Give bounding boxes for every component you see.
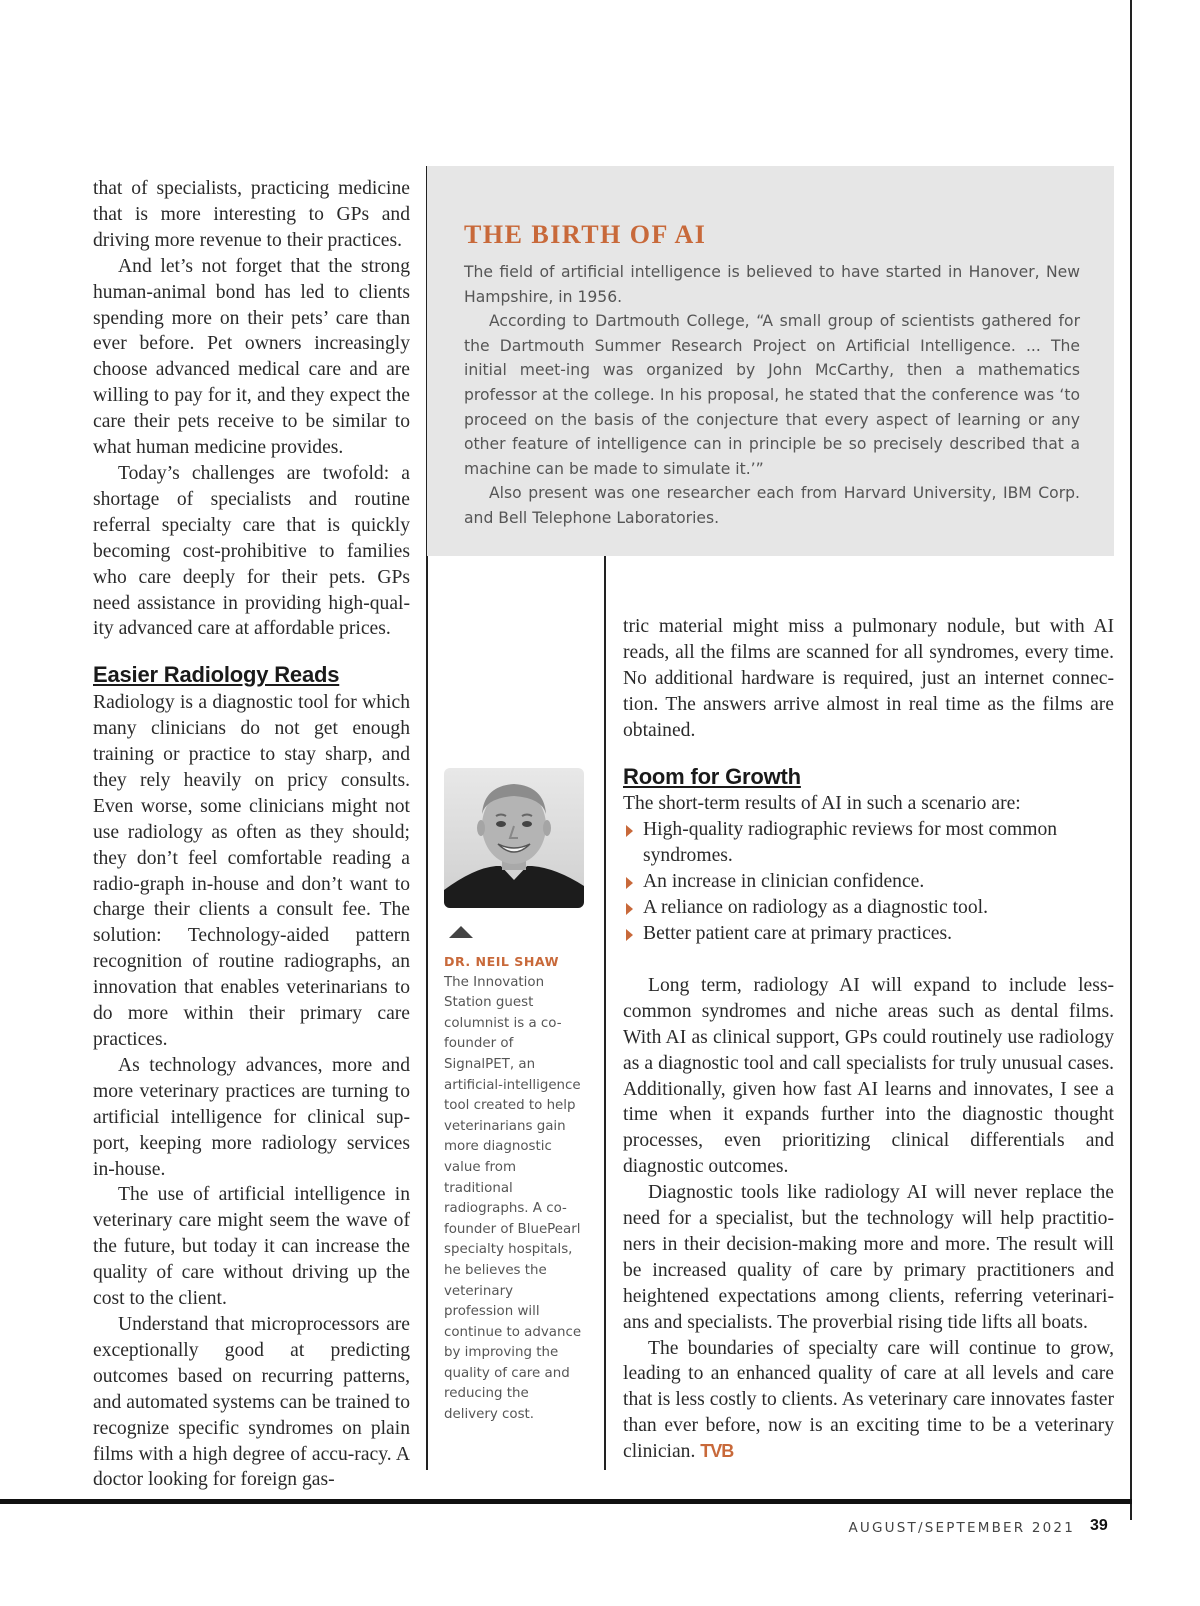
sidebar-box bbox=[427, 166, 1114, 556]
author-bio bbox=[444, 952, 586, 1426]
body-paragraph: Understand that microprocessors are exceptionally good at predicting outcomes based on recurring patterns, and automated systems can be trained to recognize specific syndromes on plain films with a high degree of accu-racy. A doctor looking for foreign gas- bbox=[93, 1313, 410, 1491]
bullet-arrow-icon bbox=[626, 877, 633, 889]
caption-pointer-icon bbox=[449, 926, 473, 938]
sidebar-title: THE BIRTH OF AI bbox=[464, 220, 707, 249]
list-item: A reliance on radiology as a diagnostic tool. bbox=[623, 895, 1114, 921]
end-mark-logo: TVB bbox=[700, 1441, 734, 1462]
body-paragraph: The boundaries of specialty care will continue to grow, leading to an enhanced quality of care at all levels and care that is less costly to clients. As veterinary care innovates faster than ever before, now is an exciting time to be a veterinary clinician. TVB bbox=[623, 1337, 1114, 1463]
body-paragraph: The use of artificial intelligence in veterinary care might seem the wave of the future, but today it can increase the quality of care without driving up the cost to the client. bbox=[93, 1184, 410, 1310]
author-photo bbox=[444, 768, 584, 908]
body-paragraph: tric material might miss a pulmonary nodule, but with AI reads, all the films are scanned for all syndromes, every time. No additional hardware is required, just an internet connec-tion. The answers arrive almost in real time as the films are obtained. bbox=[623, 616, 1114, 741]
sidebar-paragraph: According to Dartmouth College, “A small group of scientists gathered for the Dartmouth Summer Research Project on Artificial Intelligence. ... The initial meet-ing was organized by John McCarthy, then a mathematics professor at the college. In his proposal, he stated that the conference was ‘to proceed on the basis of the conjecture that every aspect of learning or any other feature of intelligence can in principle be so precisely described that a machine can be made to simulate it.’” bbox=[464, 312, 1080, 478]
body-paragraph: Diagnostic tools like radiology AI will never replace the need for a specialist, but the technology will help practitio-ners in their decision-making more and more. The result will be increased quality of care by primary practitioners and heightened expectations among clients, referring veterinari-ans and specialists. The proverbial rising tide lifts all boats. bbox=[623, 1182, 1114, 1333]
list-item: An increase in clinician confidence. bbox=[623, 869, 1114, 895]
author-name: DR. NEIL SHAW bbox=[444, 954, 559, 969]
right-column bbox=[623, 614, 1114, 1465]
bullet-list bbox=[623, 817, 1114, 947]
body-paragraph: Today’s challenges are twofold: a shortage of specialists and routine referral specialty care that is quickly becoming cost-prohibitive to families who care deeply for their pets. GPs need assistance in providing high-qual-ity advanced care at affordable prices. bbox=[93, 462, 410, 640]
body-paragraph: As technology advances, more and more veterinary practices are turning to artificial intelligence for clinical sup-port, keeping more radiology services in-house. bbox=[93, 1054, 410, 1180]
section-heading: Easier Radiology Reads bbox=[93, 662, 340, 688]
author-bio-text: The Innovation Station guest columnist is a co-founder of SignalPET, an artificial-intelligence tool created to help veterinarians gain more diagnostic value from traditional radiographs. A co-founder of BluePearl specialty hospitals, he believes the veterinary profession will continue to advance by improving the quality of care and reducing the delivery cost. bbox=[444, 974, 582, 1423]
footer-rule bbox=[0, 1499, 1132, 1504]
list-item: High-quality radiographic reviews for most common syndromes. bbox=[623, 817, 1114, 869]
section-heading: Room for Growth bbox=[623, 763, 801, 789]
body-paragraph: Radiology is a diagnostic tool for which many clinicians do not get enough training or practice to stay sharp, and they rely heavily on pricy consults. Even worse, some clinicians might not use radiology as often as they should; they don’t feel comfortable reading a radio-graph in-house and don’t want to charge their clients a consult fee. The solution: Technology-aided pattern recognition of routine radiographs, an innovation that enables veterinarians to do more within their primary care practices. bbox=[93, 692, 410, 1050]
body-paragraph: Long term, radiology AI will expand to include less-common syndromes and niche areas such as dental films. With AI as clinical support, GPs could routinely use radiology as a diagnostic tool and call specialists for truly unusual cases. Additionally, given how fast AI learns and innovates, I see a time when it expands further into the diagnostic thought processes, even prioritizing clinical differentials and diagnostic outcomes. bbox=[623, 974, 1114, 1178]
sidebar-body bbox=[464, 260, 1080, 531]
page-number: 39 bbox=[1090, 1517, 1108, 1534]
list-item: Better patient care at primary practices. bbox=[623, 921, 1114, 947]
issue-date: AUGUST/SEPTEMBER 2021 bbox=[848, 1520, 1075, 1536]
sidebar-paragraph: Also present was one researcher each from Harvard University, IBM Corp. and Bell Telephone Laboratories. bbox=[464, 484, 1080, 527]
sidebar-paragraph: The field of artificial intelligence is believed to have started in Hanover, New Hampshire, in 1956. bbox=[464, 263, 1080, 306]
page-edge-rule bbox=[1130, 0, 1132, 1520]
bullet-arrow-icon bbox=[626, 903, 633, 915]
column-divider bbox=[604, 556, 606, 1470]
body-paragraph: And let’s not forget that the strong human-animal bond has led to clients spending more on their pets’ care than ever before. Pet owners increasingly choose advanced medical care and are willing to pay for it, and they expect the care their pets receive to be similar to what human medicine provides. bbox=[93, 255, 410, 459]
bullet-arrow-icon bbox=[626, 825, 633, 837]
left-column bbox=[93, 176, 410, 1493]
body-paragraph: that of specialists, practicing medicine that is more interesting to GPs and driving more revenue to their practices. bbox=[93, 178, 410, 251]
bullet-arrow-icon bbox=[626, 929, 633, 941]
bullet-intro: The short-term results of AI in such a scenario are: bbox=[623, 793, 1021, 815]
